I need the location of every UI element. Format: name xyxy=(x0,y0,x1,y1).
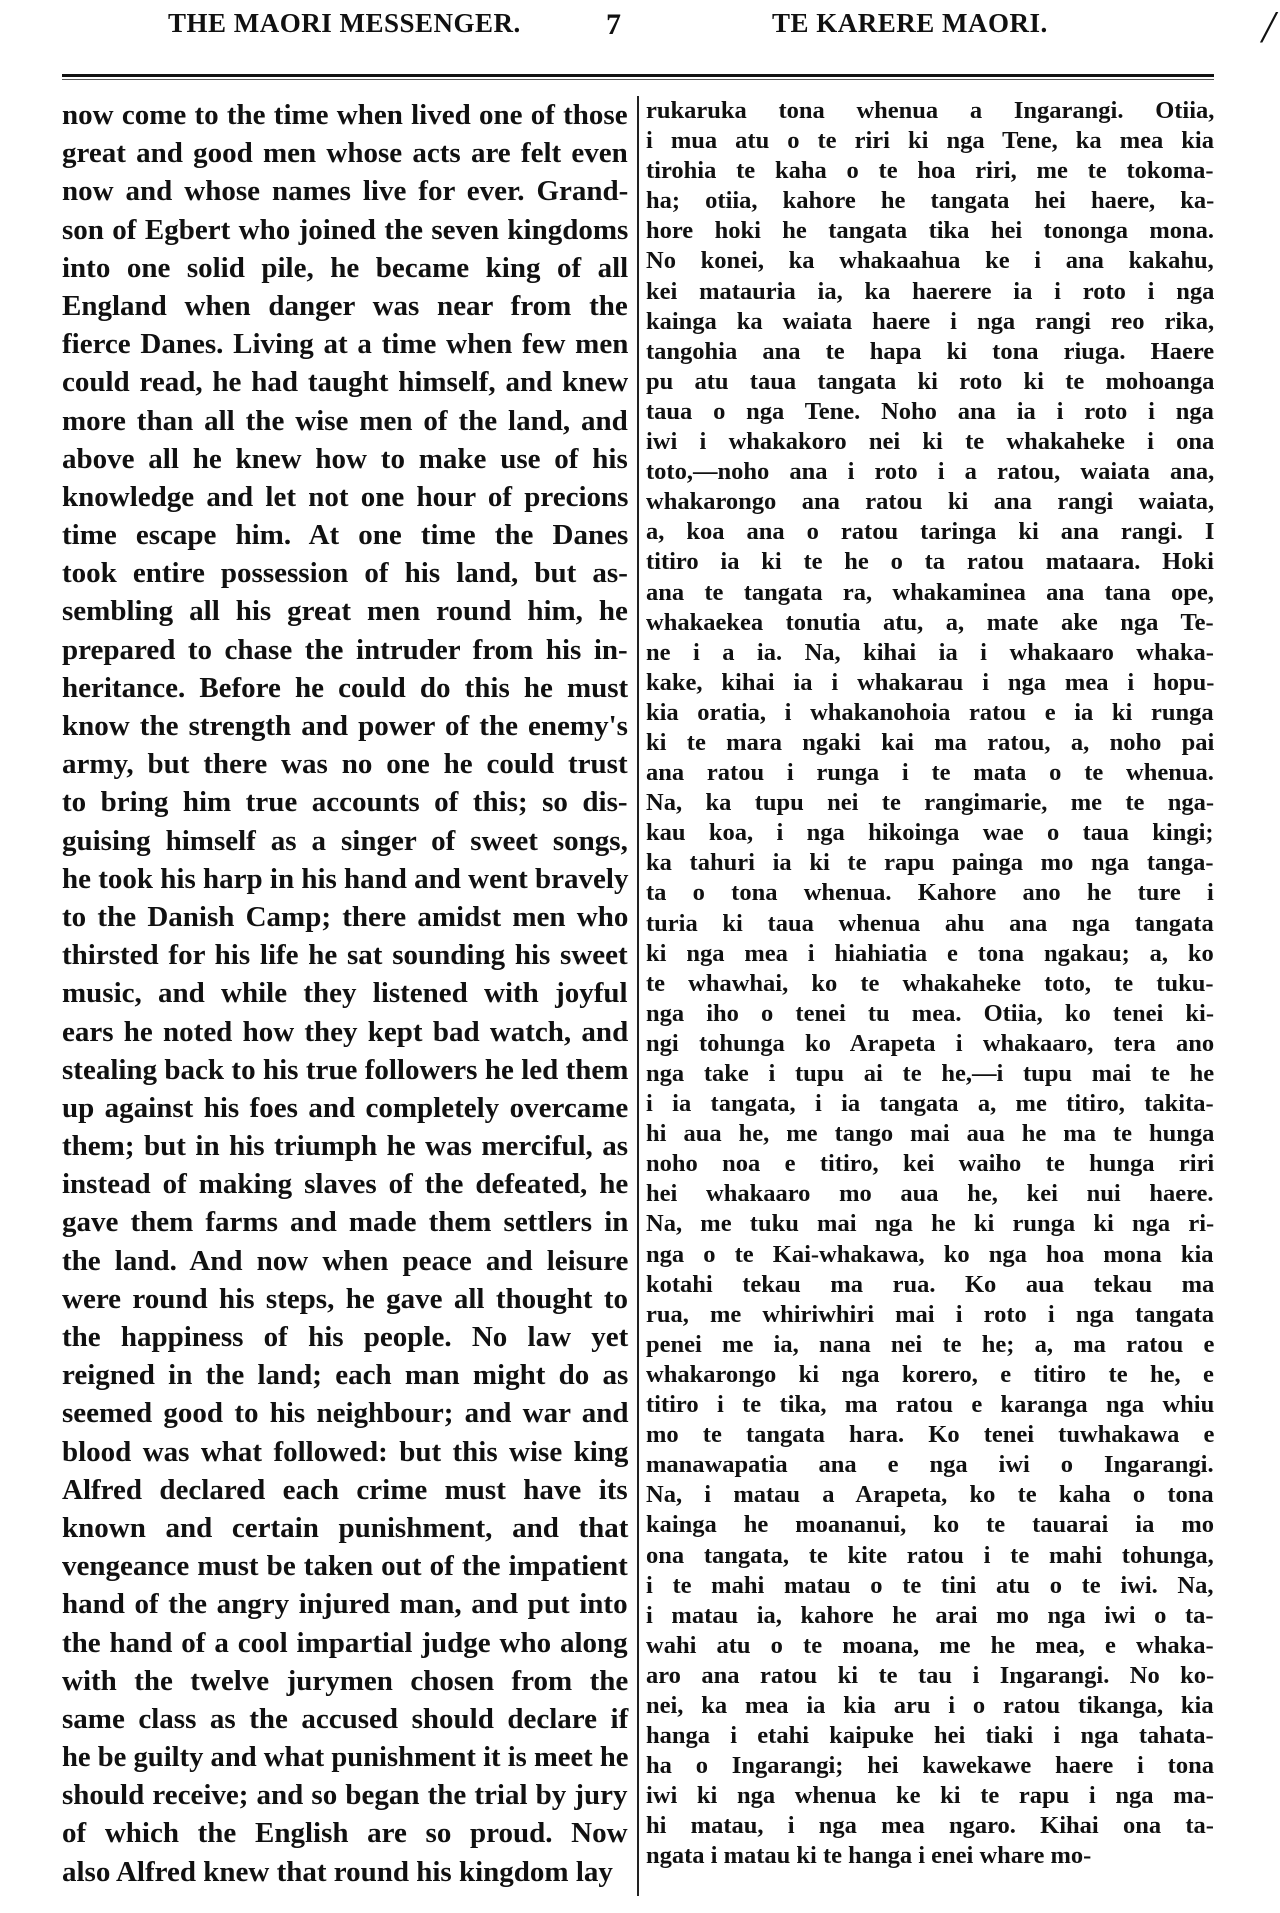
maori-text-line: whakarongo ki nga korero, e titiro te he, e xyxy=(646,1360,1214,1388)
maori-text-line: wahi atu o te moana, me he mea, e whaka- xyxy=(646,1631,1214,1659)
maori-text-line: nga o te Kai-whakawa, ko nga hoa mona kia xyxy=(646,1240,1214,1268)
maori-text-line: i te mahi matau o te tini atu o te iwi. Na, xyxy=(646,1571,1214,1599)
english-text-line: fierce Danes. Living at a time when few men xyxy=(62,328,629,361)
maori-text-line: ngi tohunga ko Arapeta i whakaaro, tera ano xyxy=(646,1029,1215,1057)
english-text-line: knowledge and let not one hour of precions xyxy=(62,480,629,513)
maori-text-line: ne i a ia. Na, kihai ia i whakaaro whaka- xyxy=(646,638,1214,666)
english-text-line: up against his foes and completely overcame xyxy=(62,1091,629,1124)
maori-text-line: ki nga mea i hiahiatia e tona ngakau; a, ko xyxy=(646,939,1214,967)
maori-text-line: nga iho o tenei tu mea. Otiia, ko tenei ki- xyxy=(646,999,1214,1027)
maori-text-line: aro ana ratou ki te tau i Ingarangi. No ko- xyxy=(646,1661,1215,1689)
english-text-line: music, and while they listened with joyful xyxy=(62,977,628,1010)
maori-text-column xyxy=(646,96,1214,1872)
maori-text-line: ki te mara ngaki kai ma ratou, a, noho pai xyxy=(646,728,1215,756)
maori-text-line: noho noa e titiro, kei waiho te hunga riri xyxy=(646,1150,1215,1178)
english-text-line: now and whose names live for ever. Grand- xyxy=(62,175,629,208)
maori-text-line: i ia tangata, i ia tangata a, me titiro, takita- xyxy=(646,1090,1214,1118)
english-text-line: sembling all his great men round him, he xyxy=(62,595,628,628)
maori-text-line: kake, kihai ia i whakarau i nga mea i hopu- xyxy=(646,668,1215,696)
maori-text-line: turia ki taua whenua ahu ana nga tangata xyxy=(646,909,1214,937)
english-text-line: the happiness of his people. No law yet xyxy=(62,1321,629,1353)
maori-text-line: whakaekea tonutia atu, a, mate ake nga Te- xyxy=(646,608,1214,636)
maori-text-line: kau koa, i nga hikoinga wae o taua kingi; xyxy=(646,819,1214,847)
english-text-line: Alfred declared each crime must have its xyxy=(62,1473,628,1506)
english-masthead-title: THE MAORI MESSENGER. xyxy=(168,8,521,38)
maori-text-line: i mua atu o te riri ki nga Tene, ka mea kia xyxy=(646,127,1214,155)
maori-text-line: ha o Ingarangi; hei kawekawe haere i tona xyxy=(646,1752,1214,1780)
english-text-line: great and good men whose acts are felt even xyxy=(62,137,628,170)
maori-text-line: hanga i etahi kaipuke hei tiaki i nga tahata- xyxy=(646,1722,1214,1750)
english-text-line: took entire possession of his land, but as- xyxy=(62,557,628,590)
maori-text-line: te whawhai, ko te whakaheke toto, te tuku- xyxy=(646,969,1214,997)
english-text-line: time escape him. At one time the Danes xyxy=(62,519,629,552)
english-text-line: the land. And now when peace and leisure xyxy=(62,1244,629,1277)
english-text-line: heritance. Before he could do this he must xyxy=(62,671,629,704)
english-text-line: of which the English are so proud. Now xyxy=(62,1817,628,1850)
maori-text-line: a, koa ana o ratou taringa ki ana rangi. I xyxy=(646,518,1215,546)
maori-text-line: penei me ia, nana nei te he; a, ma ratou e xyxy=(646,1330,1215,1358)
english-text-line: he took his harp in his hand and went bravely xyxy=(62,862,629,895)
english-text-line: to the Danish Camp; there amidst men who xyxy=(62,900,629,933)
english-text-column xyxy=(62,96,628,1891)
margin-pen-mark: / xyxy=(1262,1,1275,52)
english-text-line: were round his steps, he gave all thought to xyxy=(62,1282,629,1315)
maori-text-line: pu atu taua tangata ki roto ki te mohoanga xyxy=(646,367,1215,395)
english-text-line: blood was what followed: but this wise king xyxy=(62,1435,629,1468)
maori-text-line: hi matau, i nga mea ngaro. Kihai ona ta- xyxy=(646,1812,1214,1840)
maori-text-line: whakarongo ana ratou ki ana rangi waiata, xyxy=(646,488,1215,516)
english-text-line: same class as the accused should declare if xyxy=(62,1702,629,1735)
maori-text-line: nei, ka mea ia kia aru i o ratou tikanga, kia xyxy=(646,1691,1214,1719)
maori-text-line: kei matauria ia, ka haerere ia i roto i nga xyxy=(646,277,1215,305)
english-text-line: to bring him true accounts of this; so dis- xyxy=(62,786,628,819)
english-text-line: thirsted for his life he sat sounding his sweet xyxy=(62,939,628,972)
header-rule-thin xyxy=(62,79,1214,80)
maori-text-line: kainga he moananui, ko te tauarai ia mo xyxy=(646,1511,1214,1539)
english-text-line: reigned in the land; each man might do as xyxy=(62,1359,629,1392)
maori-text-line: i matau ia, kahore he arai mo nga iwi o ta- xyxy=(646,1601,1214,1629)
maori-text-line: ana ratou i runga i te mata o te whenua. xyxy=(646,759,1214,787)
page-number: 7 xyxy=(606,8,622,41)
maori-text-line: hi aua he, me tango mai aua he ma te hunga xyxy=(646,1120,1215,1148)
english-text-line: them; but in his triumph he was merciful, as xyxy=(62,1130,629,1163)
english-text-line: stealing back to his true followers he led them xyxy=(62,1053,629,1086)
english-text-line: prepared to chase the intruder from his in- xyxy=(62,633,628,666)
maori-text-line: iwi i whakakoro nei ki te whakaheke i ona xyxy=(646,428,1215,456)
maori-text-line: nga take i tupu ai te he,—i tupu mai te he xyxy=(646,1060,1215,1087)
english-text-line: know the strength and power of the enemy's xyxy=(62,710,628,742)
english-text-line: with the twelve jurymen chosen from the xyxy=(62,1664,629,1697)
maori-text-line: iwi ki nga whenua ke ki te rapu i nga ma- xyxy=(646,1782,1214,1810)
maori-text-line: rukaruka tona whenua a Ingarangi. Otiia, xyxy=(646,97,1215,124)
maori-text-line: ana te tangata ra, whakaminea ana tana ope, xyxy=(646,578,1214,606)
english-text-line: England when danger was near from the xyxy=(62,289,628,322)
english-text-line: into one solid pile, he became king of all xyxy=(62,251,629,284)
maori-text-line: toto,—noho ana i roto i a ratou, waiata ana, xyxy=(646,458,1215,486)
header-rule xyxy=(62,74,1214,77)
maori-text-line: ka tahuri ia ki te rapu painga mo nga tanga- xyxy=(646,849,1214,877)
maori-text-line: kotahi tekau ma rua. Ko aua tekau ma xyxy=(646,1270,1215,1298)
english-text-line: should receive; and so began the trial by jury xyxy=(62,1779,628,1812)
english-text-line: the hand of a cool impartial judge who along xyxy=(62,1626,628,1659)
english-text-line: vengeance must be taken out of the impatient xyxy=(62,1550,628,1583)
english-text-line: could read, he had taught himself, and knew xyxy=(62,366,629,399)
maori-text-line: tirohia te kaha o te hoa riri, me te tokoma- xyxy=(646,157,1214,185)
english-text-line: now come to the time when lived one of those xyxy=(62,99,628,131)
maori-text-line: tangohia ana te hapa ki tona riuga. Haere xyxy=(646,337,1215,365)
maori-text-line: hore hoki he tangata tika hei tononga mona. xyxy=(646,217,1215,245)
maori-text-line: ngata i matau ki te hanga i enei whare mo- xyxy=(646,1842,1092,1870)
maori-text-line: mo te tangata hara. Ko tenei tuwhakawa e xyxy=(646,1421,1215,1449)
maori-text-line: ta o tona whenua. Kahore ano he ture i xyxy=(646,879,1214,907)
maori-text-line: Na, me tuku mai nga he ki runga ki nga ri- xyxy=(646,1210,1215,1238)
maori-text-line: manawapatia ana e nga iwi o Ingarangi. xyxy=(646,1451,1214,1479)
english-text-line: above all he knew how to make use of his xyxy=(62,442,628,475)
maori-text-line: No konei, ka whakaahua ke i ana kakahu, xyxy=(646,247,1214,275)
maori-text-line: titiro ia ki te he o ta ratou mataara. Hoki xyxy=(646,548,1214,576)
maori-masthead-title: TE KARERE MAORI. xyxy=(772,8,1048,38)
maori-text-line: taua o nga Tene. Noho ana ia i roto i nga xyxy=(646,397,1214,425)
english-text-line: more than all the wise men of the land, and xyxy=(62,404,628,437)
english-text-line: gave them farms and made them settlers in xyxy=(62,1206,629,1239)
maori-text-line: rua, me whiriwhiri mai i roto i nga tangata xyxy=(646,1300,1215,1328)
english-text-line: army, but there was no one he could trust xyxy=(62,748,628,781)
maori-text-line: kia oratia, i whakanohoia ratou e ia ki runga xyxy=(646,698,1214,726)
maori-text-line: Na, i matau a Arapeta, ko te kaha o tona xyxy=(646,1481,1214,1509)
maori-text-line: ha; otiia, kahore he tangata hei haere, ka- xyxy=(646,187,1215,215)
maori-text-line: kainga ka waiata haere i nga rangi reo rika, xyxy=(646,307,1215,335)
english-text-line: seemed good to his neighbour; and war and xyxy=(62,1397,629,1430)
column-divider xyxy=(637,96,639,1896)
english-text-line: instead of making slaves of the defeated, he xyxy=(62,1168,629,1201)
english-text-line: he be guilty and what punishment it is meet he xyxy=(62,1741,629,1774)
english-text-line: known and certain punishment, and that xyxy=(62,1511,629,1544)
maori-text-line: titiro i te tika, ma ratou e karanga nga whiu xyxy=(646,1391,1215,1419)
maori-text-line: ona tangata, te kite ratou i te mahi tohunga, xyxy=(646,1541,1214,1569)
maori-text-line: hei whakaaro mo aua he, kei nui haere. xyxy=(646,1180,1214,1208)
english-text-line: ears he noted how they kept bad watch, and xyxy=(62,1015,629,1048)
english-text-line: son of Egbert who joined the seven kingdoms xyxy=(62,213,629,246)
english-text-line: guising himself as a singer of sweet songs, xyxy=(62,824,628,857)
maori-text-line: Na, ka tupu nei te rangimarie, me te nga- xyxy=(646,789,1215,817)
english-text-line: hand of the angry injured man, and put into xyxy=(62,1588,628,1621)
english-text-line: also Alfred knew that round his kingdom lay xyxy=(62,1855,613,1888)
